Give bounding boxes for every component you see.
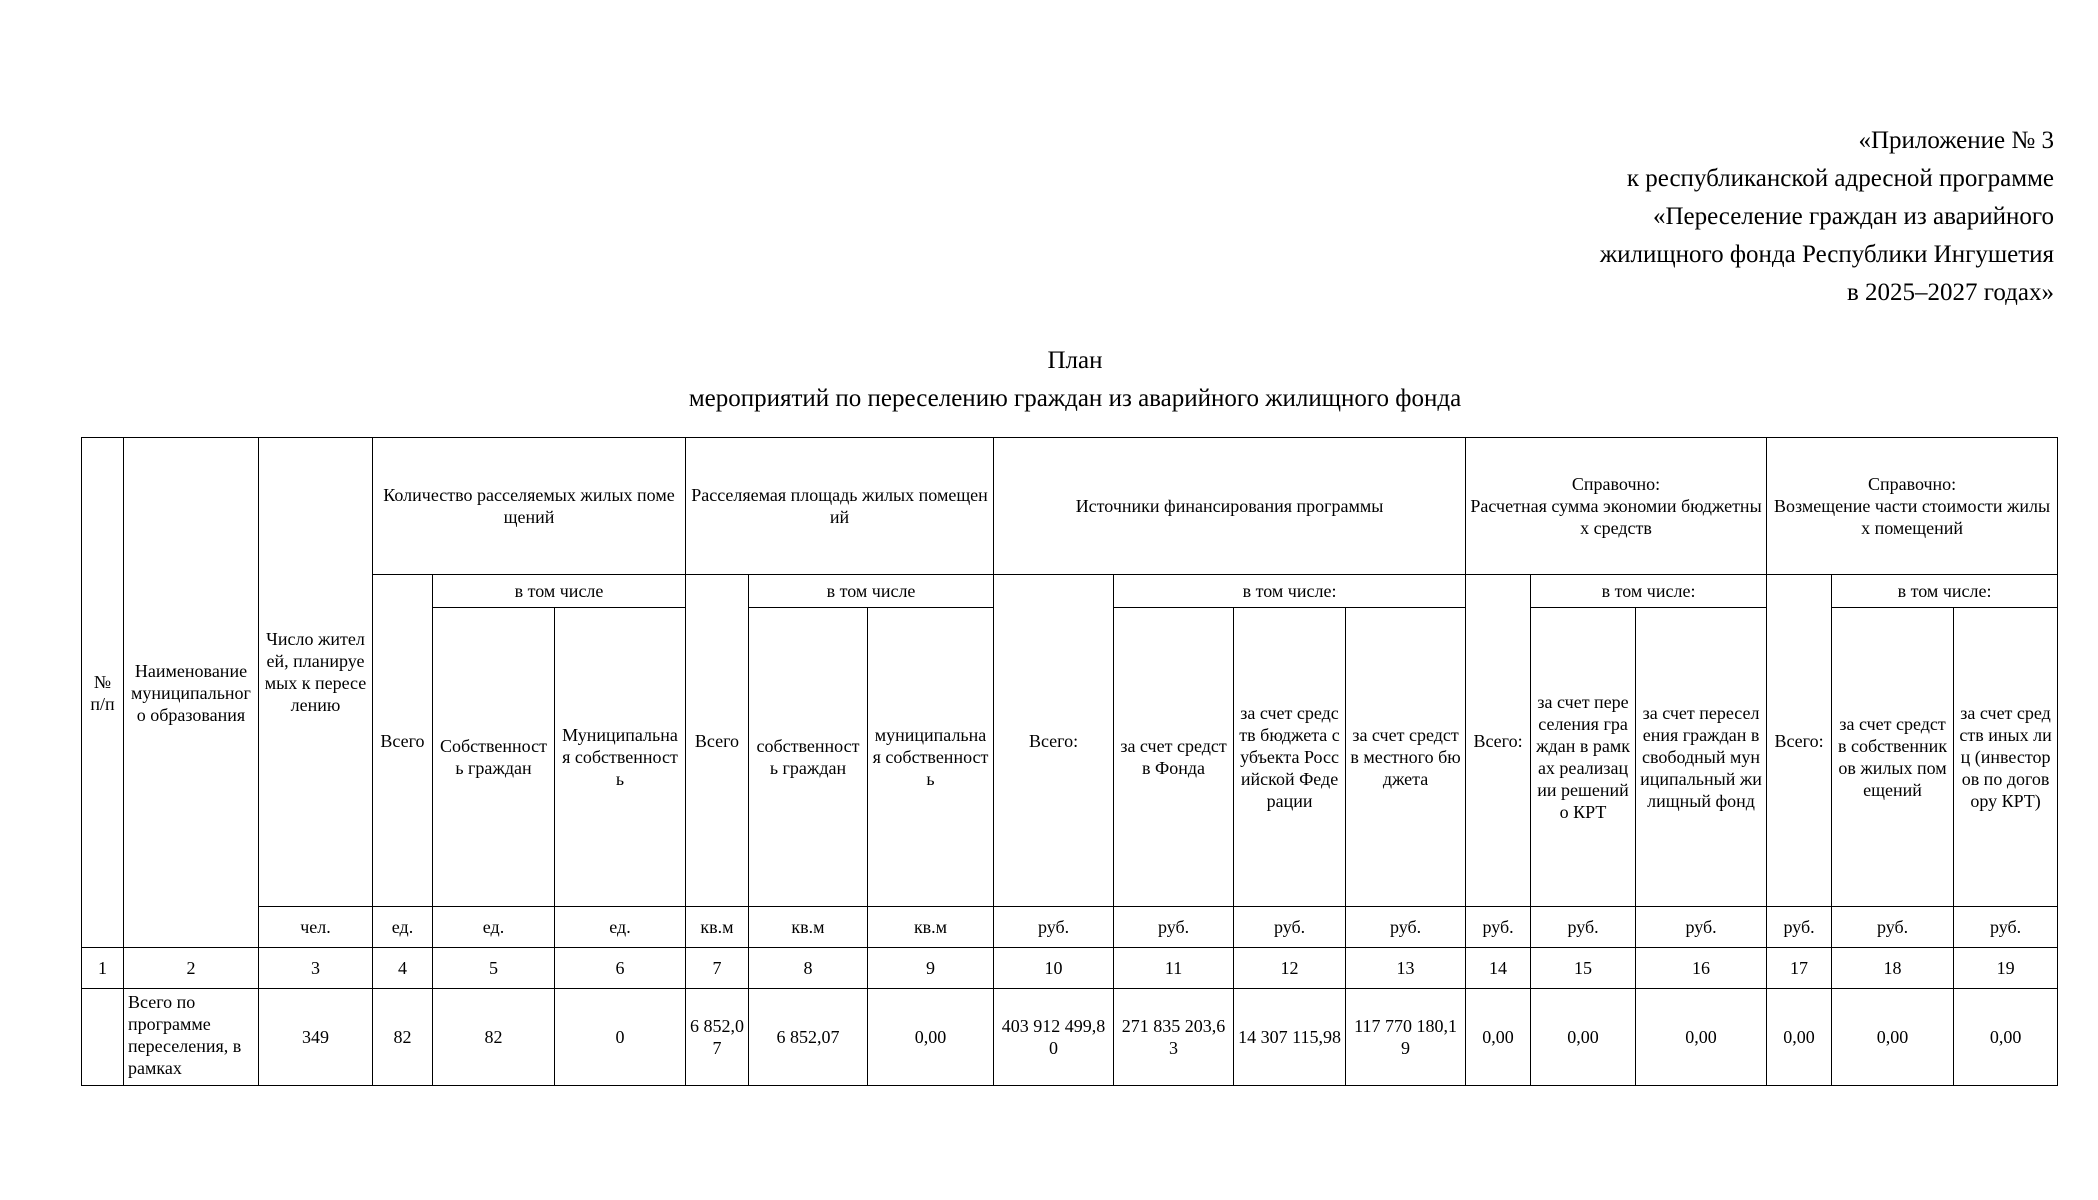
appendix-line: «Переселение граждан из аварийного <box>1652 203 2054 230</box>
unit-cell: кв.м <box>868 907 994 948</box>
header-residents: Число жителей, планируемых к переселению <box>259 438 373 907</box>
header-comp-other: за счет средств иных лиц (инвесторов по договору КРТ) <box>1954 608 2058 907</box>
header-row-groups <box>82 438 2058 575</box>
cell-rooms-total: 82 <box>373 989 433 1086</box>
appendix-line: к республиканской адресной программе <box>1626 165 2054 192</box>
cell-rooms-private: 82 <box>433 989 555 1086</box>
header-area-total: Всего <box>686 575 749 907</box>
cell-fund-foundation: 271 835 203,63 <box>1114 989 1234 1086</box>
header-area: Расселяемая площадь жилых помещений <box>686 438 994 575</box>
column-number: 15 <box>1531 948 1636 989</box>
cell-municipality: Всего по программе переселения, в рамках <box>124 989 259 1086</box>
cell-econ-total: 0,00 <box>1466 989 1531 1086</box>
cell-comp-owners: 0,00 <box>1832 989 1954 1086</box>
appendix-header <box>1600 122 2054 312</box>
unit-cell: руб. <box>1636 907 1767 948</box>
column-number: 10 <box>994 948 1114 989</box>
cell-area-municipal: 0,00 <box>868 989 994 1086</box>
unit-cell: ед. <box>433 907 555 948</box>
header-funding-including: в том числе: <box>1114 575 1466 608</box>
header-compensation-including: в том числе: <box>1832 575 2058 608</box>
cell-fund-subject: 14 307 115,98 <box>1234 989 1346 1086</box>
column-number: 18 <box>1832 948 1954 989</box>
column-number: 11 <box>1114 948 1234 989</box>
column-number: 4 <box>373 948 433 989</box>
column-number: 17 <box>1767 948 1832 989</box>
header-economy-ref: Справочно: <box>1571 474 1661 494</box>
header-compensation-total: Всего: <box>1767 575 1832 907</box>
unit-cell: руб. <box>994 907 1114 948</box>
header-fund-local: за счет средств местного бюджета <box>1346 608 1466 907</box>
cell-comp-total: 0,00 <box>1767 989 1832 1086</box>
header-area-municipal: муниципальная собственность <box>868 608 994 907</box>
column-number: 12 <box>1234 948 1346 989</box>
document-title <box>0 342 2098 418</box>
header-compensation-ref: Справочно: <box>1867 474 1957 494</box>
unit-cell: руб. <box>1832 907 1954 948</box>
table-row <box>82 989 2058 1086</box>
header-rooms-total: Всего <box>373 575 433 907</box>
header-row-including <box>82 575 2058 608</box>
header-funding: Источники финансирования программы <box>994 438 1466 575</box>
header-economy-total: Всего: <box>1466 575 1531 907</box>
header-economy-title: Расчетная сумма экономии бюджетных средств <box>1470 496 1762 538</box>
header-municipality: Наименование муниципального образования <box>124 438 259 948</box>
cell-rooms-municipal: 0 <box>555 989 686 1086</box>
header-rooms-including: в том числе <box>433 575 686 608</box>
unit-cell: чел. <box>259 907 373 948</box>
header-fund-subject: за счет средств бюджета субъекта Российской Федерации <box>1234 608 1346 907</box>
header-rooms-count: Количество расселяемых жилых помещений <box>373 438 686 575</box>
appendix-line: в 2025–2027 годах» <box>1846 279 2054 306</box>
unit-cell: руб. <box>1466 907 1531 948</box>
header-rooms-private: Собственность граждан <box>433 608 555 907</box>
header-fund-foundation: за счет средств Фонда <box>1114 608 1234 907</box>
appendix-line: «Приложение № 3 <box>1858 127 2054 154</box>
header-compensation-title: Возмещение части стоимости жилых помещений <box>1774 496 2051 538</box>
cell-fund-local: 117 770 180,19 <box>1346 989 1466 1086</box>
unit-cell: руб. <box>1346 907 1466 948</box>
column-numbers-row <box>82 948 2058 989</box>
unit-cell: руб. <box>1114 907 1234 948</box>
unit-cell: кв.м <box>686 907 749 948</box>
column-number: 8 <box>749 948 868 989</box>
unit-cell: руб. <box>1531 907 1636 948</box>
header-compensation <box>1767 438 2058 575</box>
resettlement-plan-table <box>81 437 2058 1086</box>
cell-comp-other: 0,00 <box>1954 989 2058 1086</box>
header-area-private: собственность граждан <box>749 608 868 907</box>
unit-cell: руб. <box>1767 907 1832 948</box>
title-line: План <box>1047 347 1103 374</box>
column-number: 3 <box>259 948 373 989</box>
cell-econ-free: 0,00 <box>1636 989 1767 1086</box>
units-row <box>82 907 2058 948</box>
cell-area-private: 6 852,07 <box>749 989 868 1086</box>
column-number: 5 <box>433 948 555 989</box>
column-number: 2 <box>124 948 259 989</box>
cell-area-total: 6 852,07 <box>686 989 749 1086</box>
header-econ-free: за счет переселения граждан в свободный муниципальный жилищный фонд <box>1636 608 1767 907</box>
cell-econ-krt: 0,00 <box>1531 989 1636 1086</box>
column-number: 9 <box>868 948 994 989</box>
unit-cell: ед. <box>555 907 686 948</box>
unit-cell: кв.м <box>749 907 868 948</box>
title-line: мероприятий по переселению граждан из аварийного жилищного фонда <box>688 385 1462 412</box>
cell-residents: 349 <box>259 989 373 1086</box>
column-number: 14 <box>1466 948 1531 989</box>
unit-cell: руб. <box>1234 907 1346 948</box>
header-area-including: в том числе <box>749 575 994 608</box>
cell-num <box>82 989 124 1086</box>
header-funding-total: Всего: <box>994 575 1114 907</box>
column-number: 1 <box>82 948 124 989</box>
column-number: 7 <box>686 948 749 989</box>
header-comp-owners: за счет средств собственников жилых помещений <box>1832 608 1954 907</box>
header-econ-krt: за счет переселения граждан в рамках реализации решений о КРТ <box>1531 608 1636 907</box>
appendix-line: жилищного фонда Республики Ингушетия <box>1599 241 2054 268</box>
column-number: 6 <box>555 948 686 989</box>
unit-cell: руб. <box>1954 907 2058 948</box>
column-number: 19 <box>1954 948 2058 989</box>
column-number: 16 <box>1636 948 1767 989</box>
cell-fund-total: 403 912 499,80 <box>994 989 1114 1086</box>
header-rooms-municipal: Муниципальная собственность <box>555 608 686 907</box>
header-economy-including: в том числе: <box>1531 575 1767 608</box>
column-number: 13 <box>1346 948 1466 989</box>
header-economy <box>1466 438 1767 575</box>
header-num: № п/п <box>82 438 124 948</box>
unit-cell: ед. <box>373 907 433 948</box>
